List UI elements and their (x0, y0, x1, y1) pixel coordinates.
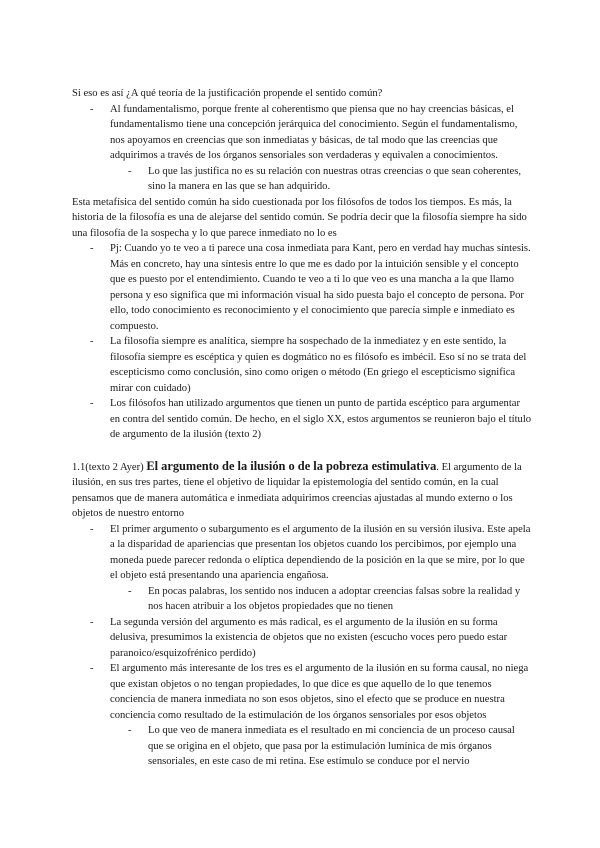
list-item (72, 522, 532, 584)
list-item-text: El primer argumento o subargumento es el argumento de la ilusión en su versión ilusiva. Este apela a la disparidad de apariencias que presentan los objetos cuando los percibimos, por ejemplo una moneda puede parecer redonda o elíptica dependiendo de la posición en la que se mire, por lo que el objeto está presentando una apariencia engañosa. (110, 523, 531, 581)
dash-marker: - (90, 398, 94, 409)
list-item-text: Lo que las justifica no es su relación con nuestras otras creencias o que sean coherentes, sino la manera en las que se han adquirido. (148, 165, 521, 192)
list-item-text: Los filósofos han utilizado argumentos que tienen un punto de partida escéptico para argumentar en contra del sentido común. De hecho, en el siglo XX, estos argumentos se reunieron bajo el título de argumento de la ilusión (texto 2) (110, 398, 532, 440)
dash-marker: - (90, 663, 94, 674)
paragraph-metafisica: Esta metafísica del sentido común ha sido cuestionada por los filósofos de todos los tiempos. Es más, la historia de la filosofía es una de alejarse del sentido común. Se podría decir que la filosofía siempre ha sido una filosofía de la sospecha y lo que parece inmediato no lo es (72, 196, 527, 239)
dash-marker: - (128, 165, 132, 177)
section-title: El argumento de la ilusión o de la pobreza estimulativa (146, 458, 437, 473)
list-item (72, 102, 532, 164)
bullet-list-2 (72, 241, 532, 443)
dash-marker: - (90, 243, 94, 254)
list-item-text: Al fundamentalismo, porque frente al coherentismo que piensa que no hay creencias básicas, el fundamentalismo tiene una concepción jerárquica del conocimiento. Según el fundamentalismo, nos apoyamos en creencias que son inmediatas y básicas, de tal modo que las creencias que adquirimos a través de los órganos sensoriales son verdaderas y equivalen a conocimientos. (110, 103, 518, 161)
dash-marker: - (128, 585, 132, 597)
list-item-text: El argumento más interesante de los tres es el argumento de la ilusión en su forma causal, no niega que existan objetos o no tengan propiedades, lo que dice es que aquello de lo que tenemos conciencia de manera inmediata no son esos objetos, sino el efecto que se produce en nuestra conciencia como resultado de la estimulación de los órganos sensoriales por esos objetos (110, 663, 529, 721)
sub-list-item (110, 584, 532, 615)
sub-list-item (110, 723, 532, 770)
bullet-list-3 (72, 522, 532, 770)
list-item (72, 241, 532, 334)
list-item-text: Pj: Cuando yo te veo a ti parece una cosa inmediata para Kant, pero en verdad hay muchas síntesis. Más en concreto, hay una síntesis entre lo que me es dado por la intuición sensible y el concepto que es puesto por el entendimiento. Cuando te veo a ti lo que veo es una mancha a la que llamo persona y eso significa que mi información visual ha sido puesta bajo el concepto de persona. Por ello, todo conocimiento es reconocimiento y el conocimiento que parecía simple e inmediato es compuesto. (110, 243, 531, 332)
dash-marker: - (90, 336, 94, 347)
list-item-text: La filosofía siempre es analítica, siempre ha sospechado de la inmediatez y en este sentido, la filosofía siempre es escéptica y quien es dogmático no es filósofo es imbécil. Eso sí no se trata del escepticismo como conclusión, sino como origen o método (En griego el escepticismo significa mirar con cuidado) (110, 336, 527, 394)
list-item (72, 615, 532, 662)
dash-marker: - (90, 616, 94, 628)
list-item-text: La segunda versión del argumento es más radical, es el argumento de la ilusión en su forma delusiva, presumimos la existencia de objetos que no existen (escucho voces pero puedo estar paranoico/esquizofrénico perdido) (110, 616, 508, 659)
list-item (72, 334, 532, 396)
list-item (72, 396, 532, 443)
dash-marker: - (90, 103, 94, 115)
bullet-list-1 (72, 102, 532, 195)
sub-list-item (110, 164, 532, 195)
list-item-text: En pocas palabras, los sentido nos inducen a adoptar creencias falsas sobre la realidad y nos hacen atribuir a los objetos propiedades que no tienen (148, 585, 521, 612)
section-text: . El argumento de la ilusión, en sus tres partes, tiene el objetivo de liquidar la epistemología del sentido común, en la cual pensamos que de manera automática e inmediata adquirimos creencias ajustadas al mundo externo o los objetos de nuestro entorno (72, 461, 522, 519)
paragraph-question: Si eso es así ¿A qué teoría de la justificación propende el sentido común? (72, 88, 383, 99)
document-page (72, 86, 532, 770)
dash-marker: - (90, 523, 94, 535)
section-paragraph (72, 459, 532, 522)
dash-marker: - (128, 725, 132, 736)
list-item-text: Lo que veo de manera inmediata es el resultado en mi conciencia de un proceso causal que se origina en el objeto, que pasa por la estimulación lumínica de mis órganos sensoriales, en este caso de mi retina. Ese estímulo se conduce por el nervio (148, 725, 515, 767)
section-prefix: 1.1(texto 2 Ayer) (72, 461, 147, 473)
list-item (72, 661, 532, 723)
